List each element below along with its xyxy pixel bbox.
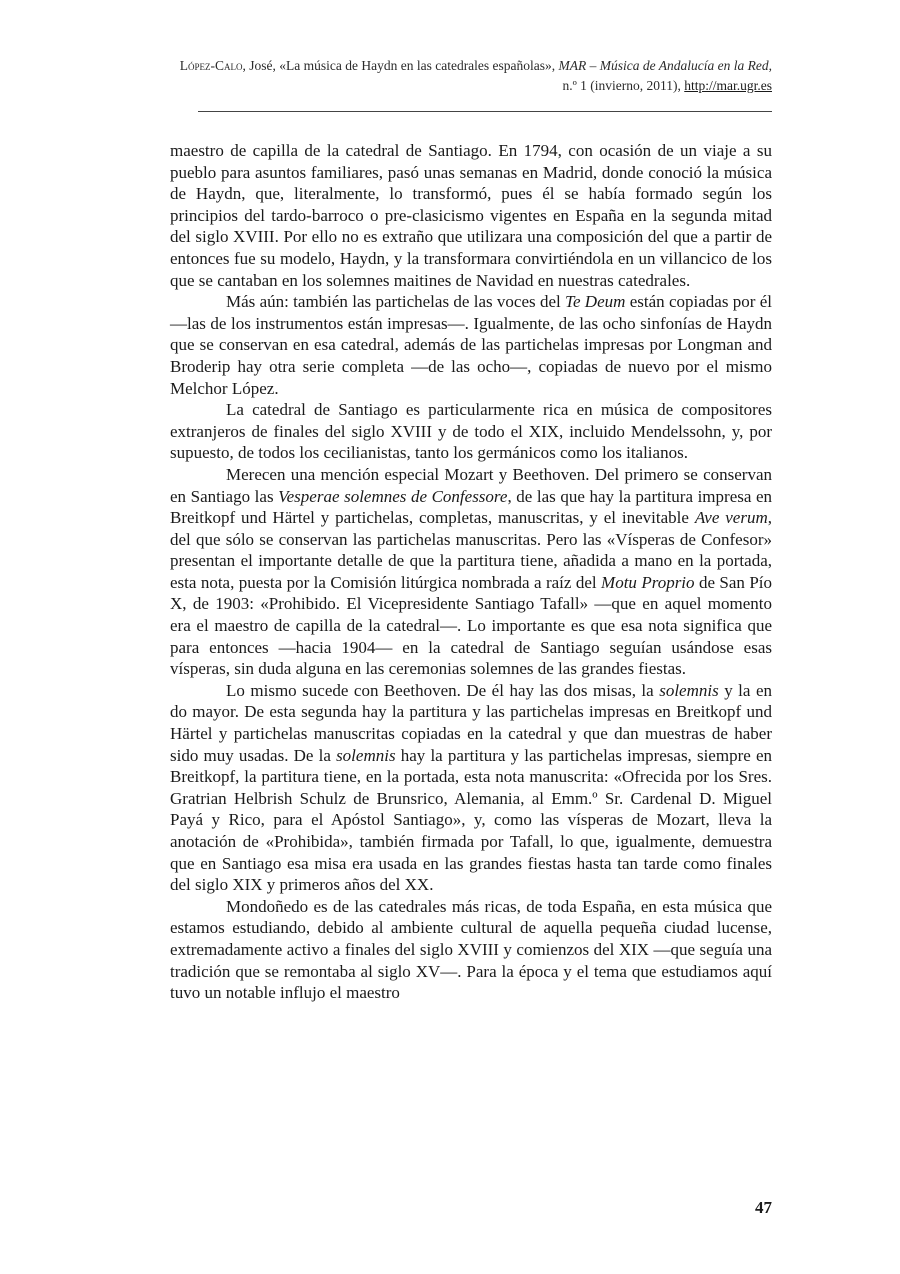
issue-info: , n.º 1 (invierno, 2011), bbox=[562, 58, 772, 93]
paragraph: Más aún: también las partichelas de las voces del Te Deum están copiadas por él —las de los instrumentos están impresas—. Igualmente, de las ocho sinfonías de Haydn que se conservan en esa catedral, además de las partichelas impresas por Longman and Broderip hay otra serie completa —de las ocho—, copiadas de nuevo por el mismo Melchor López. bbox=[170, 292, 772, 398]
citation-text: , José, «La música de Haydn en las catedrales españolas», bbox=[242, 58, 559, 73]
author-surname-2: Calo bbox=[215, 58, 243, 73]
author-surname-1: López bbox=[179, 58, 211, 73]
paragraph: Merecen una mención especial Mozart y Beethoven. Del primero se conservan en Santiago las Vesperae solemnes de Confessore, de las que hay la partitura impresa en Breitkopf und Härtel y partichelas, completas, manuscritas, y el inevitable Ave verum, del que sólo se conservan las partichelas manuscritas. Pero las «Vísperas de Confesor» presentan el importante detalle de que la partitura tiene, añadida a mano en la portada, esta nota, puesta por la Comisión litúrgica nombrada a raíz del Motu Proprio de San Pío X, de 1903: «Prohibido. El Vicepresidente Santiago Tafall» —que en aquel momento era el maestro de capilla de la catedral—. Lo importante es que esa nota significa que para entonces —hacia 1904— en la catedral de Santiago seguían usándose esas vísperas, sin duda alguna en las ceremonias solemnes de las grandes fiestas. bbox=[170, 464, 773, 679]
running-header: López-Calo, José, «La música de Haydn en las catedrales españolas», MAR – Música de Andalucía en la Red, n.º 1 (invierno, 2011), http://mar.ugr.es bbox=[179, 58, 772, 93]
journal-title: MAR – Música de Andalucía en la Red bbox=[558, 58, 769, 73]
header-rule bbox=[198, 111, 772, 112]
paragraph: Mondoñedo es de las catedrales más ricas, de toda España, en esta música que estamos estudiando, debido al ambiente cultural de aquella pequeña ciudad lucense, extremadamente activo a finales del siglo XVIII y comienzos del XIX —que seguía una tradición que se remontaba al siglo XV—. Para la época y el tema que estudiamos aquí tuvo un notable influjo el maestro bbox=[170, 896, 772, 1003]
journal-url-link[interactable]: http://mar.ugr.es bbox=[684, 78, 772, 93]
body-text bbox=[170, 140, 772, 1004]
paragraph: La catedral de Santiago es particularmente rica en música de compositores extranjeros de finales del siglo XVIII y de todo el XIX, incluido Mendelssohn, y, por supuesto, de todos los cecilianistas, tanto los germánicos como los italianos. bbox=[170, 400, 772, 463]
paragraph: maestro de capilla de la catedral de Santiago. En 1794, con ocasión de un viaje a su pueblo para asuntos familiares, pasó unas semanas en Madrid, donde conoció la música de Haydn, que, literalmente, lo transformó, pues él se había formado según los principios del tardo-barroco o pre-clasicismo vigentes en España en la segunda mitad del siglo XVIII. Por ello no es extraño que utilizara una composición del que a partir de entonces fue su modelo, Haydn, y la transformara convirtiéndola en un villancico de los que se cantaban en los solemnes maitines de Navidad en nuestras catedrales. bbox=[170, 141, 772, 290]
page-number: 47 bbox=[755, 1198, 772, 1217]
paragraph: Lo mismo sucede con Beethoven. De él hay las dos misas, la solemnis y la en do mayor. De esta segunda hay la partitura y las partichelas impresas en Breitkopf und Härtel y partichelas manuscritas copiadas en la catedral y que dan muestras de haber sido muy usadas. De la solemnis hay la partitura y las partichelas impresas, siempre en Breitkopf, la partitura tiene, en la portada, esta nota manuscrita: «Ofrecida por los Sres. Gratrian Helbrish Schulz de Brunsrico, Alemania, al Emm.º Sr. Cardenal D. Miguel Payá y Rico, para el Apóstol Santiago», y, como las vísperas de Mozart, lleva la anotación de «Prohibida», también firmada por Tafall, lo que, igualmente, demuestra que en Santiago esa misa era usada en las grandes fiestas hasta tan tarde como finales del siglo XIX y primeros años del XX. bbox=[170, 680, 772, 895]
